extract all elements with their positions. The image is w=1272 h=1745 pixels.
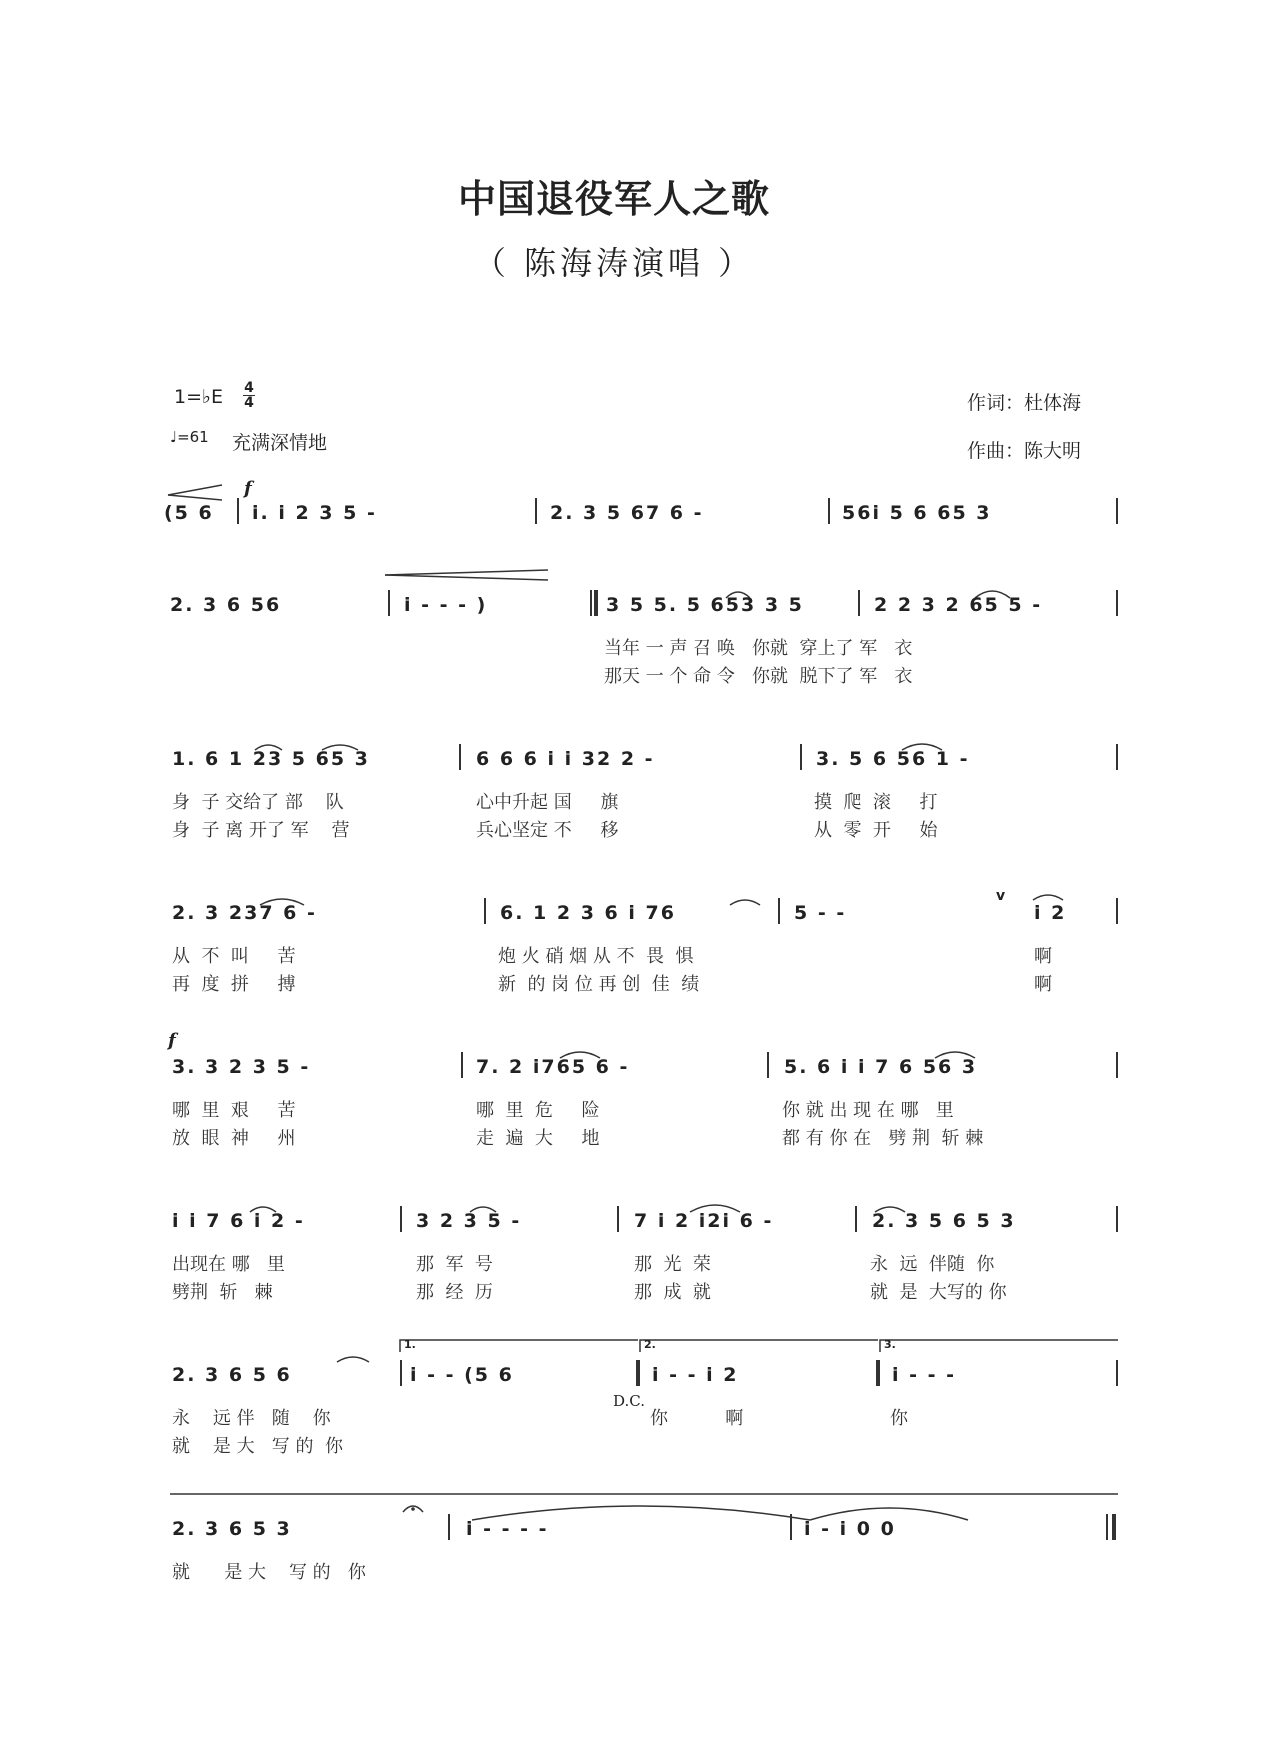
- lyric-line-2: 那天 一 个 命 令 你就 脱下了 军 衣: [604, 666, 913, 687]
- time-signature-bottom: 4: [244, 395, 254, 411]
- barline: [484, 898, 486, 924]
- barline: [1116, 1360, 1118, 1386]
- barline: [590, 590, 592, 616]
- measure-notes: 2. 3 5 67 6 -: [550, 502, 704, 524]
- lyric-line-1: 身 子 交给了 部 队: [172, 792, 344, 813]
- measure-notes: 3. 3 2 3 5 -: [172, 1056, 311, 1078]
- barline: [617, 1206, 619, 1232]
- measure-notes: i - - i 2: [652, 1364, 739, 1386]
- measure-notes: i - i 0 0: [804, 1518, 896, 1540]
- repeat-barline: [636, 1360, 640, 1386]
- lyric-line-1: 永 远 伴 随 你: [172, 1408, 331, 1429]
- volta-bracket-2: [640, 1340, 878, 1352]
- slur: [1033, 895, 1063, 900]
- volta-bracket-1: [400, 1340, 638, 1352]
- lyric-line-1: 哪 里 艰 苦: [172, 1100, 296, 1121]
- song-subtitle: （ 陈海涛演唱 ）: [473, 244, 755, 282]
- lyric-line-2: 走 遍 大 地: [476, 1128, 600, 1149]
- lyric-line-1: 你 就 出 现 在 哪 里: [782, 1100, 954, 1121]
- barline: [400, 1206, 402, 1232]
- barline: [828, 498, 830, 524]
- lyricist-credit: 作词：杜体海: [967, 392, 1082, 414]
- measure-notes: 6. 1 2 3 6 i 76: [500, 902, 676, 924]
- barline: [858, 590, 860, 616]
- lyric-line-2: 都 有 你 在 劈 荆 斩 棘: [782, 1128, 984, 1149]
- lyric-line-1: 炮 火 硝 烟 从 不 畏 惧: [498, 946, 694, 967]
- lyric-line-1: 当年 一 声 召 唤 你就 穿上了 军 衣: [604, 638, 913, 659]
- volta-label-3: 3.: [884, 1338, 896, 1351]
- song-title: 中国退役军人之歌: [457, 177, 770, 221]
- lyric-line-2: 身 子 离 开了 军 营: [172, 820, 350, 841]
- lyric-line-1: 从 不 叫 苦: [172, 946, 296, 967]
- da-capo-mark: D.C.: [613, 1392, 645, 1410]
- measure-notes: 2. 3 6 56: [170, 594, 282, 616]
- measure-notes: 3 5 5. 5 653 3 5: [606, 594, 804, 616]
- barline: [1116, 590, 1118, 616]
- measure-notes: i - - -: [892, 1364, 957, 1386]
- measure-notes: i - - - ): [404, 594, 488, 616]
- barline: [461, 1052, 463, 1078]
- decrescendo-hairpin: [385, 575, 548, 580]
- crescendo-hairpin: [168, 495, 222, 500]
- lyric-line-2: 啊: [1034, 974, 1052, 995]
- lyric-line-1: 啊: [1034, 946, 1052, 967]
- measure-notes: 7. 2 i765 6 -: [476, 1056, 630, 1078]
- measure-notes: 5 - -: [794, 902, 847, 924]
- lyric-line-2: 就 是 大 写 的 你: [172, 1436, 343, 1457]
- measure-notes: 3. 5 6 56 1 -: [816, 748, 970, 770]
- lyric-line-1: 出现在 哪 里: [172, 1254, 285, 1275]
- composer-credit: 作曲：陈大明: [967, 440, 1082, 462]
- lyric-line-2: 从 零 开 始: [814, 820, 938, 841]
- barline: [855, 1206, 857, 1232]
- barline: [448, 1514, 450, 1540]
- lyric-line-2: 那 经 历: [416, 1282, 493, 1303]
- lyric-line-1: 摸 爬 滚 打: [814, 792, 938, 813]
- barline: [237, 498, 239, 524]
- measure-notes: (5 6: [164, 502, 214, 524]
- breath-mark: v: [996, 888, 1006, 904]
- lyric-line-1: 你 啊: [650, 1408, 744, 1429]
- measure-notes: i - - - -: [466, 1518, 549, 1540]
- barline: [767, 1052, 769, 1078]
- barline: [459, 744, 461, 770]
- slur: [337, 1357, 369, 1362]
- barline: [535, 498, 537, 524]
- expression-mark: 充满深情地: [232, 432, 328, 454]
- lyric-line-1: 永 远 伴随 你: [870, 1254, 995, 1275]
- barline: [800, 744, 802, 770]
- lyric-line-2: 那 成 就: [634, 1282, 711, 1303]
- lyric-line-1: 那 军 号: [416, 1254, 493, 1275]
- slur: [730, 900, 760, 905]
- measure-notes: 2. 3 6 5 6: [172, 1364, 292, 1386]
- measure-notes: 2. 3 6 5 3: [172, 1518, 292, 1540]
- measure-notes: i 2: [1034, 902, 1067, 924]
- repeat-barline: [594, 590, 598, 616]
- measure-notes: 1. 6 1 23 5 65 3: [172, 748, 370, 770]
- barline: [1116, 898, 1118, 924]
- barline: [1116, 1052, 1118, 1078]
- barline: [388, 590, 390, 616]
- lyric-line-2: 劈荆 斩 棘: [172, 1282, 273, 1303]
- volta-label-1: 1.: [404, 1338, 416, 1351]
- barline: [778, 898, 780, 924]
- final-barline: [1106, 1514, 1108, 1540]
- lyric-line-2: 放 眼 神 州: [172, 1128, 296, 1149]
- barline: [1116, 1206, 1118, 1232]
- lyric-line-1: 哪 里 危 险: [476, 1100, 600, 1121]
- barline: [1116, 498, 1118, 524]
- measure-notes: i - - (5 6: [410, 1364, 514, 1386]
- final-barline: [1112, 1514, 1116, 1540]
- key-signature: 1=♭E: [174, 386, 223, 408]
- measure-notes: i. i 2 3 5 -: [252, 502, 377, 524]
- repeat-barline: [876, 1360, 880, 1386]
- measure-notes: 6 6 6 i i 32 2 -: [476, 748, 655, 770]
- fermata-dot: [411, 1507, 415, 1511]
- time-signature-top: 4: [244, 380, 254, 396]
- barline: [1116, 744, 1118, 770]
- lyric-line-1: 那 光 荣: [634, 1254, 711, 1275]
- tempo-mark: ♩=61: [170, 428, 209, 446]
- forte-mark: f: [244, 478, 252, 499]
- volta-bracket-3: [880, 1340, 1118, 1352]
- barline: [400, 1360, 402, 1386]
- crescendo-hairpin: [168, 485, 222, 495]
- lyric-line-1: 心中升起 国 旗: [476, 792, 619, 813]
- measure-notes: i i 7 6 i 2 -: [172, 1210, 305, 1232]
- volta-label-2: 2.: [644, 1338, 656, 1351]
- forte-mark: f: [168, 1030, 176, 1051]
- measure-notes: 2. 3 237 6 -: [172, 902, 317, 924]
- measure-notes: 5. 6 i i 7 6 56 3: [784, 1056, 978, 1078]
- lyric-line-2: 兵心坚定 不 移: [476, 820, 619, 841]
- lyric-line-2: 新 的 岗 位 再 创 佳 绩: [498, 974, 700, 995]
- measure-notes: 2 2 3 2 65 5 -: [874, 594, 1043, 616]
- measure-notes: 56i 5 6 65 3: [842, 502, 992, 524]
- lyric-line-2: 就 是 大写的 你: [870, 1282, 1007, 1303]
- lyric-line-2: 再 度 拼 搏: [172, 974, 296, 995]
- decrescendo-hairpin: [385, 570, 548, 575]
- lyric-line-1: 你: [890, 1408, 908, 1429]
- measure-notes: 7 i 2 i2i 6 -: [634, 1210, 774, 1232]
- measure-notes: 2. 3 5 6 5 3: [872, 1210, 1016, 1232]
- measure-notes: 3 2 3 5 -: [416, 1210, 522, 1232]
- lyric-line-1: 就 是 大 写 的 你: [172, 1562, 366, 1583]
- barline: [790, 1514, 792, 1540]
